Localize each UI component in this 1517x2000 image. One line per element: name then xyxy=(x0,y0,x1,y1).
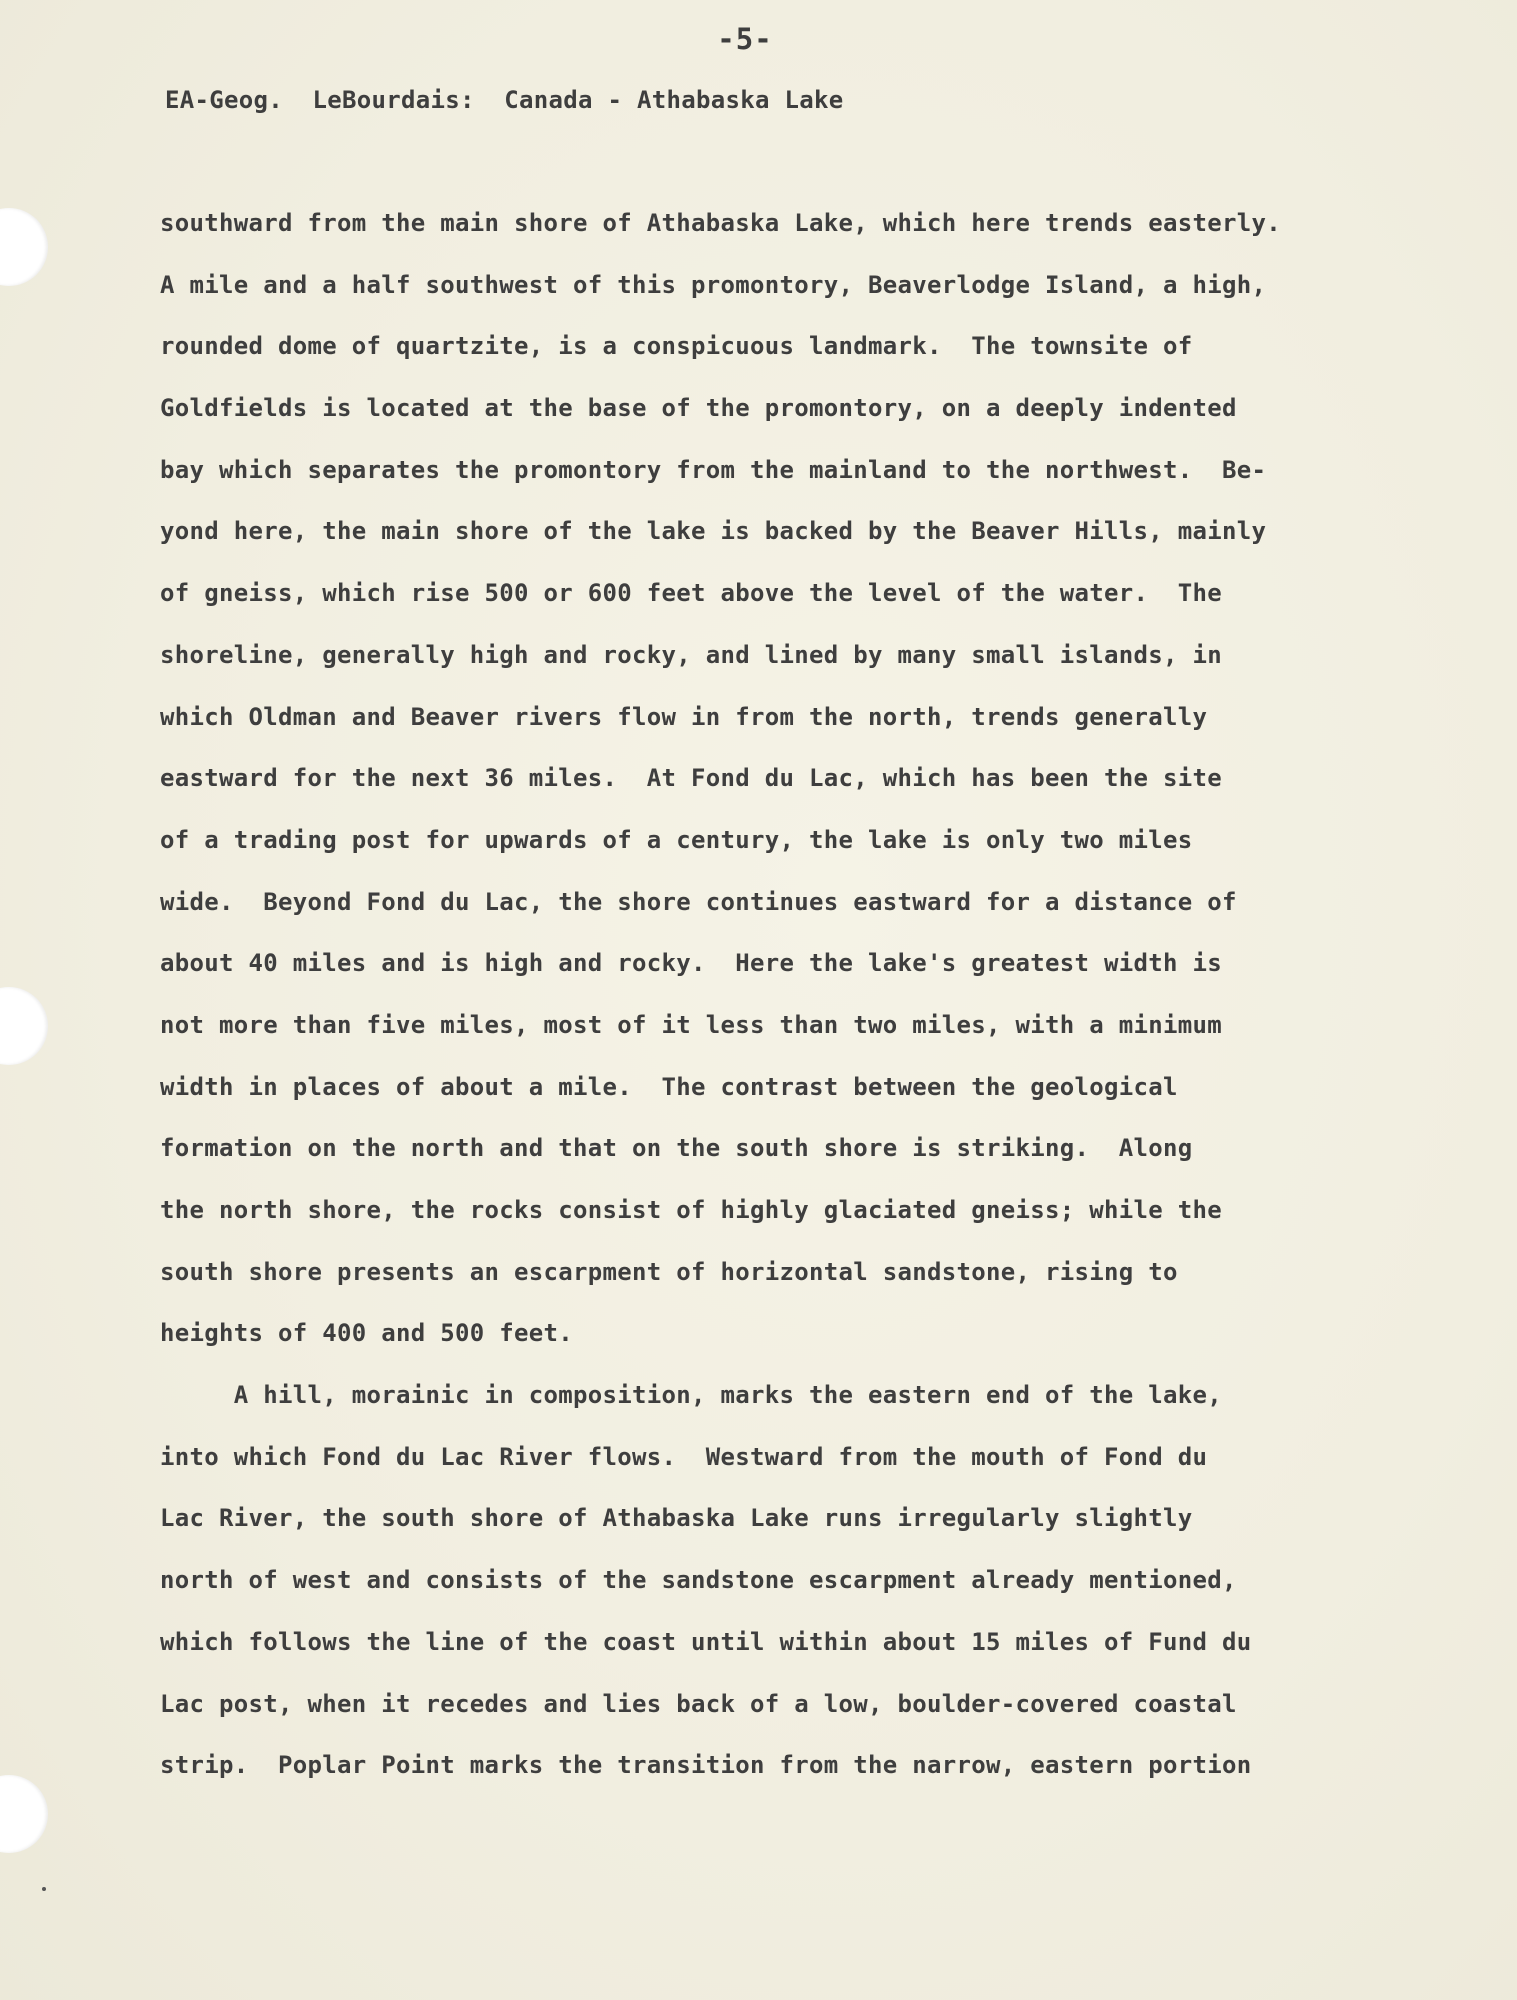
text-line: heights of 400 and 500 feet. xyxy=(160,1319,573,1348)
text-line: A mile and a half southwest of this promontory, Beaverlodge Island, a high, xyxy=(160,270,1267,299)
text-line: strip. Poplar Point marks the transition from the narrow, eastern portion xyxy=(160,1751,1252,1780)
page-number: -5- xyxy=(717,22,773,56)
text-line: rounded dome of quartzite, is a conspicuous landmark. The townsite of xyxy=(160,332,1193,361)
text-line: south shore presents an escarpment of horizontal sandstone, rising to xyxy=(160,1257,1178,1286)
text-line: not more than five miles, most of it less than two miles, with a minimum xyxy=(160,1010,1222,1039)
text-line: A hill, morainic in composition, marks the eastern end of the lake, xyxy=(160,1381,1222,1410)
text-line: width in places of about a mile. The contrast between the geological xyxy=(160,1072,1178,1101)
punch-hole xyxy=(0,987,48,1065)
text-line: about 40 miles and is high and rocky. Here the lake's greatest width is xyxy=(160,949,1222,978)
text-line: of gneiss, which rise 500 or 600 feet above the level of the water. The xyxy=(160,579,1222,608)
text-line: the north shore, the rocks consist of highly glaciated gneiss; while the xyxy=(160,1196,1222,1224)
text-line: Lac River, the south shore of Athabaska Lake runs irregularly slightly xyxy=(160,1504,1193,1533)
running-header: EA-Geog. LeBourdais: Canada - Athabaska Lake xyxy=(165,86,844,114)
text-line: bay which separates the promontory from the mainland to the northwest. Be- xyxy=(160,455,1267,484)
punch-hole xyxy=(0,208,48,286)
punch-hole xyxy=(0,1775,48,1853)
text-line: shoreline, generally high and rocky, and lined by many small islands, in xyxy=(160,640,1222,669)
text-line: which Oldman and Beaver rivers flow in from the north, trends generally xyxy=(160,702,1208,731)
text-line: southward from the main shore of Athabaska Lake, which here trends easterly. xyxy=(160,209,1281,237)
text-line: Lac post, when it recedes and lies back of a low, boulder-covered coastal xyxy=(160,1689,1237,1718)
text-line: yond here, the main shore of the lake is backed by the Beaver Hills, mainly xyxy=(160,517,1267,546)
text-line: which follows the line of the coast until within about 15 miles of Fund du xyxy=(160,1627,1252,1656)
text-line: north of west and consists of the sandstone escarpment already mentioned, xyxy=(160,1566,1237,1595)
text-line: eastward for the next 36 miles. At Fond du Lac, which has been the site xyxy=(160,764,1222,793)
text-line: into which Fond du Lac River flows. Westward from the mouth of Fond du xyxy=(160,1442,1208,1471)
stray-mark xyxy=(42,1887,46,1891)
body-text xyxy=(160,198,1360,1802)
text-line: of a trading post for upwards of a century, the lake is only two miles xyxy=(160,825,1193,854)
text-line: wide. Beyond Fond du Lac, the shore continues eastward for a distance of xyxy=(160,887,1237,916)
text-line: Goldfields is located at the base of the promontory, on a deeply indented xyxy=(160,394,1237,423)
text-line: formation on the north and that on the south shore is striking. Along xyxy=(160,1134,1193,1163)
